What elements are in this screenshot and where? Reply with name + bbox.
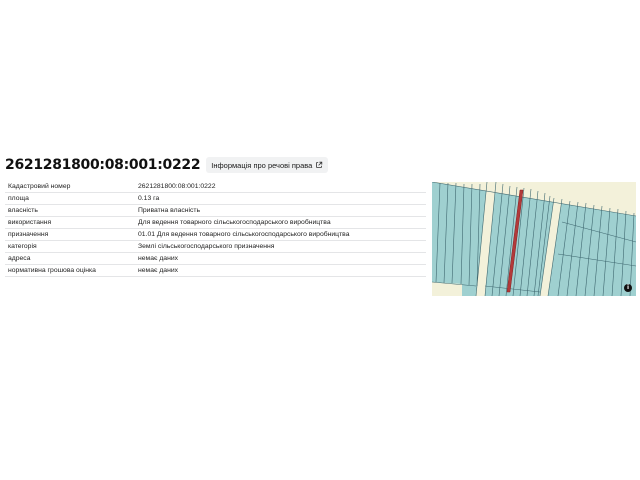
external-link-icon (315, 161, 323, 169)
table-row (5, 193, 426, 205)
table-row (5, 181, 426, 193)
detail-key: площа (5, 193, 135, 205)
detail-value: 0.13 га (135, 193, 426, 205)
detail-key: Кадастровий номер (5, 181, 135, 193)
detail-value: 2621281800:08:001:0222 (135, 181, 426, 193)
detail-key: нормативна грошова оцінка (5, 265, 135, 277)
detail-value: немає даних (135, 265, 426, 277)
table-row (5, 241, 426, 253)
detail-value: немає даних (135, 253, 426, 265)
table-row (5, 253, 426, 265)
parcel-header (5, 155, 328, 175)
detail-value: Приватна власність (135, 205, 426, 217)
table-row (5, 205, 426, 217)
detail-key: адреса (5, 253, 135, 265)
cadastral-map-canvas (432, 182, 636, 296)
cadastral-map[interactable] (432, 182, 636, 296)
table-row (5, 265, 426, 277)
detail-key: використання (5, 217, 135, 229)
detail-key: призначення (5, 229, 135, 241)
detail-value: Для ведення товарного сільськогосподарського виробництва (135, 217, 426, 229)
detail-value: Землі сільськогосподарського призначення (135, 241, 426, 253)
detail-key: категорія (5, 241, 135, 253)
cadastral-number-title: 2621281800:08:001:0222 (5, 157, 201, 173)
property-rights-info-button[interactable] (206, 157, 328, 173)
detail-key: власність (5, 205, 135, 217)
table-row (5, 217, 426, 229)
info-icon[interactable]: i (624, 284, 632, 292)
parcel-details-table (5, 181, 426, 277)
property-rights-info-label: Інформація про речові права (211, 160, 313, 170)
table-row (5, 229, 426, 241)
detail-value: 01.01 Для ведення товарного сільськогосподарського виробництва (135, 229, 426, 241)
